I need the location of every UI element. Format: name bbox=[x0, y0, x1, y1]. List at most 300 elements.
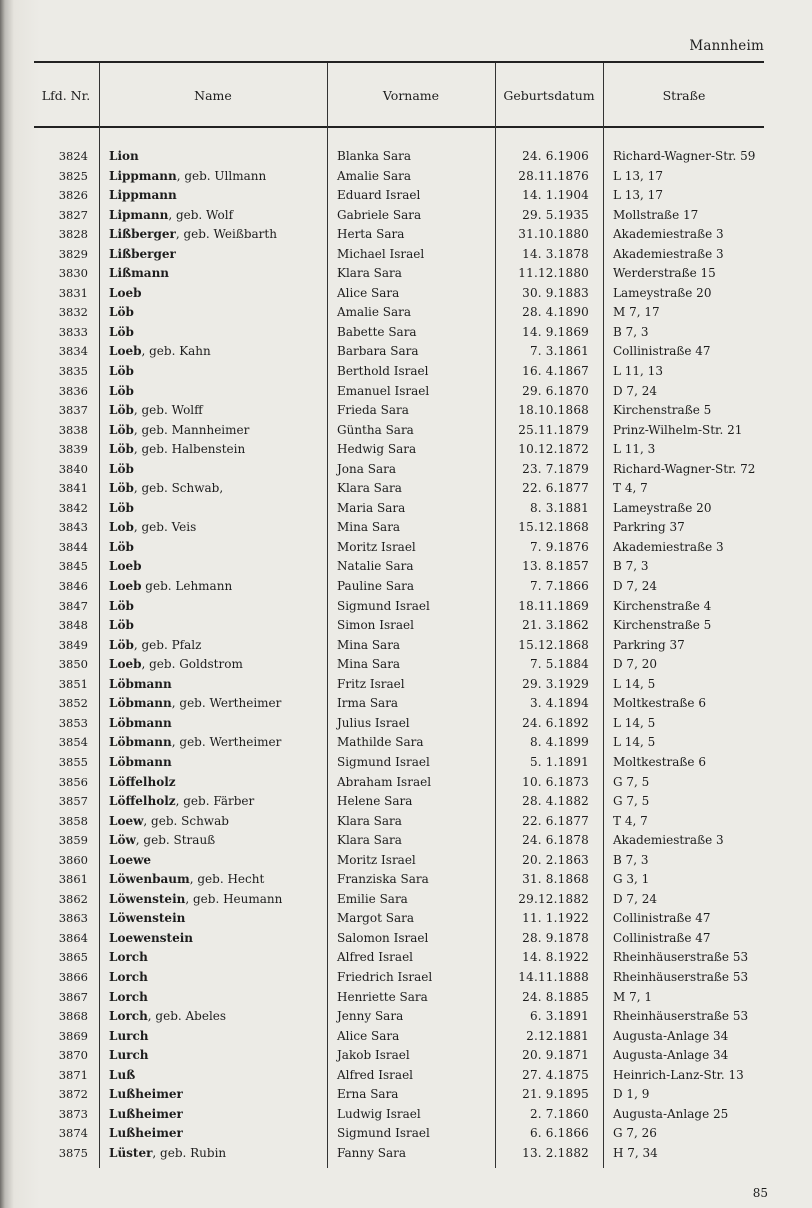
column-header-geburtsdatum: Geburtsdatum bbox=[503, 88, 595, 103]
row-number: 3858 bbox=[58, 813, 88, 828]
row-vorname: Sigmund Israel bbox=[337, 754, 430, 769]
row-name bbox=[109, 342, 211, 362]
row-vorname: Maria Sara bbox=[337, 500, 406, 515]
column-header-nr: Lfd. Nr. bbox=[41, 88, 91, 103]
table-row bbox=[0, 909, 812, 929]
table-row bbox=[0, 479, 812, 499]
row-number: 3827 bbox=[58, 207, 88, 222]
row-vorname: Blanka Sara bbox=[337, 149, 412, 163]
name-suffix: , geb. Weißbarth bbox=[175, 227, 277, 242]
table-row bbox=[0, 1144, 812, 1164]
column-header-name: Name bbox=[194, 88, 232, 103]
row-geburtsdatum: 2.12.1881 bbox=[526, 1028, 589, 1043]
surname: Loeb bbox=[109, 559, 142, 574]
table-row bbox=[0, 557, 812, 577]
surname: Löb bbox=[109, 500, 134, 515]
name-suffix: , geb. Kahn bbox=[141, 344, 211, 359]
table-row bbox=[0, 655, 812, 675]
row-geburtsdatum: 7. 3.1861 bbox=[529, 344, 589, 359]
row-number: 3828 bbox=[58, 227, 88, 242]
row-number: 3866 bbox=[58, 969, 88, 984]
row-strasse: Akademiestraße 3 bbox=[613, 246, 724, 261]
table-row bbox=[0, 460, 812, 480]
row-strasse: Collinistraße 47 bbox=[613, 911, 711, 926]
row-geburtsdatum: 22. 6.1877 bbox=[522, 813, 589, 828]
name-suffix: , geb. Pfalz bbox=[133, 637, 202, 652]
row-geburtsdatum: 5. 1.1891 bbox=[529, 754, 589, 769]
row-strasse: M 7, 1 bbox=[613, 989, 652, 1004]
row-vorname: Herta Sara bbox=[337, 227, 405, 242]
surname: Lipmann bbox=[109, 207, 169, 222]
row-vorname: Amalie Sara bbox=[337, 168, 412, 183]
row-number: 3855 bbox=[58, 754, 88, 769]
row-vorname: Margot Sara bbox=[337, 911, 414, 926]
row-strasse: Collinistraße 47 bbox=[613, 930, 711, 945]
surname: Löb bbox=[109, 305, 134, 320]
row-number: 3843 bbox=[58, 520, 88, 535]
row-geburtsdatum: 7. 9.1876 bbox=[529, 539, 589, 554]
table-row bbox=[0, 577, 812, 597]
surname: Löwenbaum bbox=[109, 872, 190, 887]
table-row bbox=[0, 382, 812, 402]
row-geburtsdatum: 15.12.1868 bbox=[518, 520, 589, 535]
table-row bbox=[0, 1007, 812, 1027]
row-vorname: Moritz Israel bbox=[337, 852, 416, 867]
row-number: 3824 bbox=[58, 149, 88, 163]
row-geburtsdatum: 20. 2.1863 bbox=[522, 852, 589, 867]
row-vorname: Michael Israel bbox=[337, 246, 425, 261]
row-vorname: Irma Sara bbox=[337, 696, 399, 711]
register-table bbox=[0, 147, 812, 1163]
row-strasse: Augusta-Anlage 34 bbox=[613, 1048, 729, 1063]
table-row bbox=[0, 636, 812, 656]
row-number: 3837 bbox=[58, 403, 88, 418]
row-geburtsdatum: 24. 6.1892 bbox=[522, 715, 589, 730]
row-vorname: Fritz Israel bbox=[337, 676, 405, 691]
surname: Löb bbox=[109, 637, 134, 652]
row-vorname: Emilie Sara bbox=[337, 891, 408, 906]
row-strasse: L 13, 17 bbox=[613, 168, 663, 183]
row-vorname: Emanuel Israel bbox=[337, 383, 430, 398]
row-vorname: Moritz Israel bbox=[337, 539, 416, 554]
table-row bbox=[0, 440, 812, 460]
table-row bbox=[0, 831, 812, 851]
row-vorname: Klara Sara bbox=[337, 266, 402, 281]
row-geburtsdatum: 24. 8.1885 bbox=[522, 989, 589, 1004]
row-geburtsdatum: 8. 4.1899 bbox=[529, 735, 589, 750]
surname: Lußheimer bbox=[109, 1106, 183, 1121]
row-geburtsdatum: 6. 6.1866 bbox=[529, 1126, 589, 1141]
row-geburtsdatum: 29. 3.1929 bbox=[522, 676, 589, 691]
row-vorname: Sigmund Israel bbox=[337, 598, 430, 613]
row-name bbox=[109, 812, 229, 832]
row-number: 3836 bbox=[58, 383, 88, 398]
row-number: 3825 bbox=[58, 168, 88, 183]
row-vorname: Babette Sara bbox=[337, 324, 417, 339]
row-geburtsdatum: 16. 4.1867 bbox=[522, 364, 589, 379]
row-strasse: Augusta-Anlage 34 bbox=[613, 1028, 729, 1043]
row-number: 3846 bbox=[58, 579, 88, 594]
row-geburtsdatum: 7. 7.1866 bbox=[529, 579, 589, 594]
row-name bbox=[109, 773, 176, 793]
row-strasse: Rheinhäuserstraße 53 bbox=[613, 950, 749, 965]
column-header-vorname: Vorname bbox=[382, 88, 440, 103]
table-row bbox=[0, 792, 812, 812]
row-geburtsdatum: 31.10.1880 bbox=[518, 227, 589, 242]
row-geburtsdatum: 14. 1.1904 bbox=[522, 188, 589, 203]
table-row bbox=[0, 1124, 812, 1144]
surname: Loeb bbox=[109, 657, 142, 672]
table-row bbox=[0, 342, 812, 362]
table-row bbox=[0, 773, 812, 793]
row-name bbox=[109, 1046, 149, 1066]
row-name bbox=[109, 988, 148, 1008]
row-number: 3863 bbox=[58, 911, 88, 926]
row-name bbox=[109, 597, 134, 617]
row-vorname: Jakob Israel bbox=[337, 1048, 410, 1063]
row-name bbox=[109, 792, 254, 812]
row-geburtsdatum: 6. 3.1891 bbox=[529, 1009, 589, 1024]
top-rule bbox=[34, 61, 764, 63]
surname: Löb bbox=[109, 422, 134, 437]
surname: Löb bbox=[109, 598, 134, 613]
row-number: 3859 bbox=[58, 833, 88, 848]
column-header-strasse: Straße bbox=[662, 88, 706, 103]
table-row bbox=[0, 597, 812, 617]
table-row bbox=[0, 733, 812, 753]
surname: Loeb bbox=[109, 285, 142, 300]
surname: Lorch bbox=[109, 1009, 148, 1024]
name-suffix: , geb. Färber bbox=[175, 794, 255, 809]
row-name bbox=[109, 753, 172, 773]
row-strasse: Akademiestraße 3 bbox=[613, 539, 724, 554]
row-name bbox=[109, 909, 185, 929]
row-number: 3875 bbox=[58, 1145, 88, 1160]
row-geburtsdatum: 11.12.1880 bbox=[518, 266, 589, 281]
table-row bbox=[0, 401, 812, 421]
row-number: 3857 bbox=[58, 794, 88, 809]
row-vorname: Frieda Sara bbox=[337, 403, 409, 418]
surname: Löbmann bbox=[109, 735, 172, 750]
row-strasse: L 14, 5 bbox=[613, 676, 656, 691]
row-strasse: L 14, 5 bbox=[613, 735, 656, 750]
table-row bbox=[0, 675, 812, 695]
surname: Löw bbox=[109, 833, 136, 848]
row-name bbox=[109, 479, 223, 499]
row-number: 3871 bbox=[58, 1067, 88, 1082]
row-number: 3868 bbox=[58, 1009, 88, 1024]
row-strasse: D 7, 20 bbox=[613, 657, 657, 672]
row-name bbox=[109, 323, 134, 343]
row-number: 3869 bbox=[58, 1028, 88, 1043]
row-name bbox=[109, 1144, 226, 1164]
surname: Loeb bbox=[109, 579, 142, 594]
row-vorname: Gabriele Sara bbox=[337, 207, 422, 222]
surname: Löb bbox=[109, 461, 134, 476]
row-strasse: Werderstraße 15 bbox=[613, 266, 716, 281]
row-geburtsdatum: 10.12.1872 bbox=[518, 442, 589, 457]
row-vorname: Alice Sara bbox=[337, 1028, 400, 1043]
row-name bbox=[109, 538, 134, 558]
row-geburtsdatum: 3. 4.1894 bbox=[529, 696, 589, 711]
table-row bbox=[0, 1066, 812, 1086]
surname: Loew bbox=[109, 813, 144, 828]
row-number: 3852 bbox=[58, 696, 88, 711]
surname: Lußheimer bbox=[109, 1087, 183, 1102]
surname: Lüster bbox=[109, 1145, 153, 1160]
row-strasse: Kirchenstraße 5 bbox=[613, 618, 712, 633]
row-number: 3834 bbox=[58, 344, 88, 359]
row-number: 3842 bbox=[58, 500, 88, 515]
table-row bbox=[0, 1027, 812, 1047]
row-number: 3845 bbox=[58, 559, 88, 574]
table-row bbox=[0, 890, 812, 910]
surname: Lippmann bbox=[109, 188, 177, 203]
row-name bbox=[109, 733, 281, 753]
table-row bbox=[0, 323, 812, 343]
row-geburtsdatum: 28. 4.1882 bbox=[522, 794, 589, 809]
name-suffix: , geb. Ullmann bbox=[176, 168, 267, 183]
surname: Lippmann bbox=[109, 168, 177, 183]
row-vorname: Julius Israel bbox=[337, 715, 410, 730]
row-geburtsdatum: 14. 9.1869 bbox=[522, 324, 589, 339]
row-vorname: Klara Sara bbox=[337, 813, 402, 828]
name-suffix: , geb. Heumann bbox=[185, 891, 283, 906]
row-number: 3864 bbox=[58, 930, 88, 945]
row-name bbox=[109, 421, 249, 441]
row-vorname: Güntha Sara bbox=[337, 422, 414, 437]
row-vorname: Friedrich Israel bbox=[337, 969, 433, 984]
row-strasse: M 7, 17 bbox=[613, 305, 660, 320]
row-strasse: Augusta-Anlage 25 bbox=[613, 1106, 729, 1121]
row-strasse: L 11, 3 bbox=[613, 442, 656, 457]
surname: Lorch bbox=[109, 969, 148, 984]
surname: Loewe bbox=[109, 852, 152, 867]
table-row bbox=[0, 518, 812, 538]
row-vorname: Amalie Sara bbox=[337, 305, 412, 320]
row-strasse: D 7, 24 bbox=[613, 579, 657, 594]
row-number: 3847 bbox=[58, 598, 88, 613]
surname: Löb bbox=[109, 383, 134, 398]
row-strasse: T 4, 7 bbox=[613, 813, 648, 828]
row-vorname: Henriette Sara bbox=[337, 989, 428, 1004]
row-name bbox=[109, 460, 134, 480]
name-suffix: , geb. Schwab bbox=[143, 813, 229, 828]
row-strasse: D 1, 9 bbox=[613, 1087, 650, 1102]
table-row bbox=[0, 538, 812, 558]
row-strasse: G 7, 5 bbox=[613, 794, 650, 809]
row-geburtsdatum: 20. 9.1871 bbox=[522, 1048, 589, 1063]
row-number: 3826 bbox=[58, 188, 88, 203]
row-strasse: Kirchenstraße 4 bbox=[613, 598, 712, 613]
table-row bbox=[0, 284, 812, 304]
row-strasse: D 7, 24 bbox=[613, 383, 657, 398]
surname: Lion bbox=[109, 149, 139, 163]
row-vorname: Fanny Sara bbox=[337, 1145, 406, 1160]
table-row bbox=[0, 870, 812, 890]
table-row bbox=[0, 714, 812, 734]
row-name bbox=[109, 284, 141, 304]
name-suffix: , geb. Halbenstein bbox=[133, 442, 246, 457]
row-vorname: Berthold Israel bbox=[337, 364, 429, 379]
row-geburtsdatum: 18.10.1868 bbox=[518, 403, 589, 418]
row-number: 3862 bbox=[58, 891, 88, 906]
row-name bbox=[109, 655, 243, 675]
table-row bbox=[0, 499, 812, 519]
row-number: 3854 bbox=[58, 735, 88, 750]
name-suffix: geb. Lehmann bbox=[141, 579, 233, 594]
name-suffix: , geb. Wertheimer bbox=[171, 735, 282, 750]
row-geburtsdatum: 29.12.1882 bbox=[518, 891, 589, 906]
table-row bbox=[0, 245, 812, 265]
table-row bbox=[0, 206, 812, 226]
row-geburtsdatum: 25.11.1879 bbox=[518, 422, 589, 437]
table-row bbox=[0, 616, 812, 636]
row-number: 3829 bbox=[58, 246, 88, 261]
table-row bbox=[0, 1105, 812, 1125]
row-vorname: Mina Sara bbox=[337, 657, 401, 672]
row-name bbox=[109, 1027, 149, 1047]
row-strasse: L 11, 13 bbox=[613, 364, 663, 379]
row-number: 3849 bbox=[58, 637, 88, 652]
table-row bbox=[0, 147, 812, 167]
row-vorname: Alice Sara bbox=[337, 285, 400, 300]
table-row bbox=[0, 694, 812, 714]
name-suffix: , geb. Wertheimer bbox=[171, 696, 282, 711]
row-name bbox=[109, 362, 134, 382]
row-name bbox=[109, 264, 169, 284]
row-strasse: Collinistraße 47 bbox=[613, 344, 711, 359]
header-rule bbox=[34, 126, 764, 128]
row-geburtsdatum: 22. 6.1877 bbox=[522, 481, 589, 496]
row-strasse: L 14, 5 bbox=[613, 715, 656, 730]
table-row bbox=[0, 753, 812, 773]
row-strasse: B 7, 3 bbox=[613, 559, 649, 574]
row-geburtsdatum: 8. 3.1881 bbox=[529, 500, 589, 515]
row-name bbox=[109, 577, 232, 597]
row-strasse: Rheinhäuserstraße 53 bbox=[613, 1009, 749, 1024]
row-number: 3839 bbox=[58, 442, 88, 457]
row-geburtsdatum: 7. 5.1884 bbox=[529, 657, 589, 672]
row-strasse: L 13, 17 bbox=[613, 188, 663, 203]
surname: Löb bbox=[109, 403, 134, 418]
surname: Löb bbox=[109, 539, 134, 554]
surname: Löb bbox=[109, 481, 134, 496]
row-name bbox=[109, 147, 139, 167]
row-name bbox=[109, 968, 148, 988]
row-vorname: Sigmund Israel bbox=[337, 1126, 430, 1141]
row-number: 3861 bbox=[58, 872, 88, 887]
row-strasse: Parkring 37 bbox=[613, 637, 685, 652]
row-vorname: Barbara Sara bbox=[337, 344, 419, 359]
row-number: 3867 bbox=[58, 989, 88, 1004]
row-name bbox=[109, 401, 203, 421]
row-vorname: Mathilde Sara bbox=[337, 735, 424, 750]
row-vorname: Mina Sara bbox=[337, 637, 401, 652]
row-name bbox=[109, 694, 281, 714]
surname: Lurch bbox=[109, 1048, 149, 1063]
row-strasse: G 7, 5 bbox=[613, 774, 650, 789]
row-number: 3831 bbox=[58, 285, 88, 300]
table-row bbox=[0, 186, 812, 206]
row-geburtsdatum: 14.11.1888 bbox=[518, 969, 589, 984]
row-name bbox=[109, 303, 134, 323]
row-strasse: G 3, 1 bbox=[613, 872, 650, 887]
surname: Luß bbox=[109, 1067, 136, 1082]
table-row bbox=[0, 968, 812, 988]
table-row bbox=[0, 421, 812, 441]
table-row bbox=[0, 1046, 812, 1066]
table-row bbox=[0, 812, 812, 832]
name-suffix: , geb. Veis bbox=[133, 520, 197, 535]
row-name bbox=[109, 167, 266, 187]
row-vorname: Eduard Israel bbox=[337, 188, 421, 203]
row-number: 3840 bbox=[58, 461, 88, 476]
row-vorname: Franziska Sara bbox=[337, 872, 429, 887]
name-suffix: , geb. Wolff bbox=[133, 403, 203, 418]
surname: Lurch bbox=[109, 1028, 149, 1043]
name-suffix: , geb. Hecht bbox=[189, 872, 265, 887]
row-name bbox=[109, 890, 282, 910]
row-strasse: D 7, 24 bbox=[613, 891, 657, 906]
row-vorname: Helene Sara bbox=[337, 794, 413, 809]
name-suffix: , geb. Strauß bbox=[135, 833, 216, 848]
row-name bbox=[109, 245, 176, 265]
row-geburtsdatum: 24. 6.1906 bbox=[522, 149, 589, 163]
row-number: 3870 bbox=[58, 1048, 88, 1063]
surname: Löwenstein bbox=[109, 891, 186, 906]
surname: Löffelholz bbox=[109, 794, 176, 809]
table-row bbox=[0, 264, 812, 284]
row-geburtsdatum: 28. 9.1878 bbox=[522, 930, 589, 945]
surname: Lißmann bbox=[109, 266, 170, 281]
surname: Lorch bbox=[109, 989, 148, 1004]
surname: Lißberger bbox=[109, 227, 176, 242]
row-geburtsdatum: 13. 8.1857 bbox=[522, 559, 589, 574]
row-number: 3873 bbox=[58, 1106, 88, 1121]
row-name bbox=[109, 1105, 183, 1125]
row-name bbox=[109, 714, 172, 734]
row-strasse: Moltkestraße 6 bbox=[613, 754, 706, 769]
row-number: 3851 bbox=[58, 676, 88, 691]
row-name bbox=[109, 557, 141, 577]
row-strasse: Richard-Wagner-Str. 72 bbox=[613, 461, 756, 476]
row-geburtsdatum: 31. 8.1868 bbox=[522, 872, 589, 887]
row-name bbox=[109, 870, 264, 890]
table-row bbox=[0, 929, 812, 949]
row-geburtsdatum: 30. 9.1883 bbox=[522, 285, 589, 300]
row-vorname: Alfred Israel bbox=[337, 1067, 414, 1082]
row-geburtsdatum: 28.11.1876 bbox=[518, 168, 589, 183]
table-row bbox=[0, 1085, 812, 1105]
surname: Löffelholz bbox=[109, 774, 176, 789]
row-name bbox=[109, 382, 134, 402]
table-row bbox=[0, 167, 812, 187]
row-number: 3853 bbox=[58, 715, 88, 730]
row-vorname: Klara Sara bbox=[337, 833, 402, 848]
row-geburtsdatum: 11. 1.1922 bbox=[522, 911, 589, 926]
row-number: 3835 bbox=[58, 364, 88, 379]
row-name bbox=[109, 1066, 135, 1086]
row-name bbox=[109, 1124, 183, 1144]
row-vorname: Jenny Sara bbox=[337, 1009, 404, 1024]
row-name bbox=[109, 929, 193, 949]
surname: Löb bbox=[109, 442, 134, 457]
page-number: 85 bbox=[752, 1186, 768, 1200]
row-number: 3865 bbox=[58, 950, 88, 965]
row-strasse: Akademiestraße 3 bbox=[613, 833, 724, 848]
row-name bbox=[109, 831, 215, 851]
